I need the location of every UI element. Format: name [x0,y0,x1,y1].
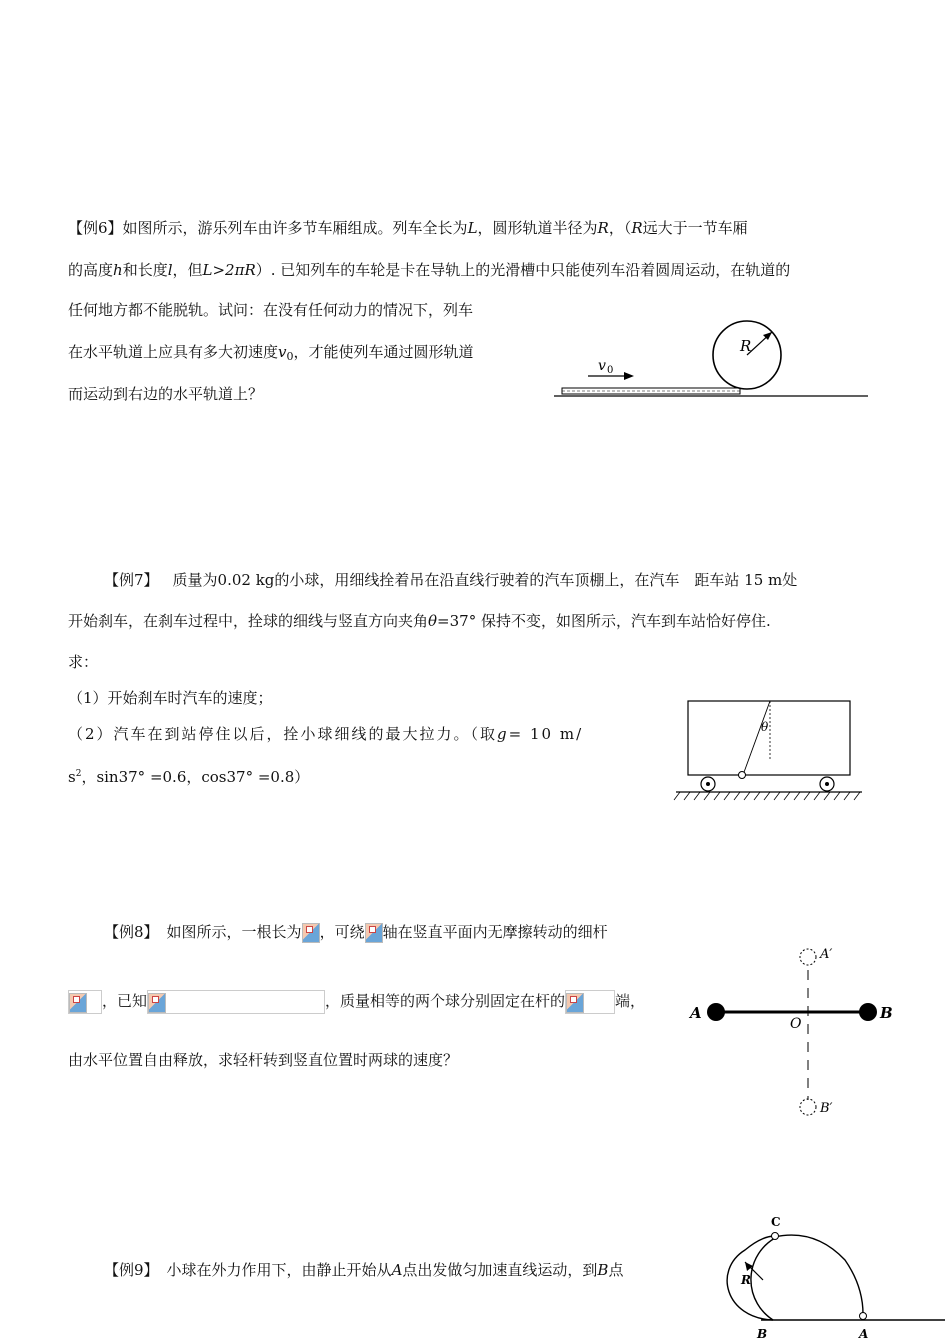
ex8-fig-label-B-prime: B′ [820,1101,833,1116]
ex8-line-2: ，已知 ，质量相等的两个球分别固定在杆的 端， [68,990,645,1014]
ex7-line-2: 开始刹车，在刹车过程中，拴球的细线与竖直方向夹角θ=37° 保持不变，如图所示，汽车到车站恰好停住. [68,612,771,630]
broken-image-placeholder [565,990,615,1014]
broken-image-icon [365,923,383,943]
ex9-line-1: 【例9】 小球在外力作用下，由静止开始从A点出发做匀加速直线运动，到B点 [104,1261,624,1279]
ex7-fig-angle-label: θ [761,720,769,734]
ex8-fig-label-O: O [790,1016,802,1032]
ex7-question-2: （2）汽车在到站停住以后，拴小球细线的最大拉力。（取g= 10 m/ [68,725,584,743]
ex8-label: 【例8】 [104,923,159,941]
ex8-fig-label-A: A [690,1004,702,1022]
ex6-label: 【例6】 [68,219,123,237]
broken-image-placeholder [68,990,102,1014]
broken-image-icon [302,923,320,943]
ex7-label: 【例7】 [104,571,159,589]
ex9-fig-label-R: R [741,1273,751,1287]
ex8-line-1: 【例8】 如图所示，一根长为 ，可绕 轴在竖直平面内无摩擦转动的细杆 [104,923,608,941]
ex6-line-4: 在水平轨道上应具有多大初速度$v_0$，才能使列车通过圆形轨道 [68,343,474,363]
broken-image-icon [69,993,87,1013]
broken-image-icon [148,993,166,1013]
ex7-question-1: （1）开始刹车时汽车的速度； [68,689,273,707]
broken-image-placeholder [147,990,325,1014]
ex6-fig-radius-label: R [740,337,752,355]
ex6-line-5: 而运动到右边的水平轨道上？ [68,385,264,403]
ex6-fig-velocity-label: v [598,358,606,374]
ex6-line-3: 任何地方都不能脱轨。试问：在没有任何动力的情况下，列车 [68,301,474,319]
ex6-figure-loop-track [550,318,880,404]
ex8-figure-rotating-rod [680,940,900,1120]
ex8-line-3: 由水平位置自由释放，求轻杆转到竖直位置时两球的速度？ [68,1051,459,1069]
ex9-label: 【例9】 [104,1261,159,1279]
ex7-line-1: 【例7】 质量为0.02 kg的小球，用细线拴着吊在沿直线行驶着的汽车顶棚上，在汽车 距车站 15 m处 [104,571,798,589]
ex9-fig-label-B: B [757,1327,768,1341]
ex6-fig-velocity-sub: 0 [607,365,614,376]
ex6-line-2: 的高度h和长度l，但L>2πR）. 已知列车的车轮是卡在导轨上的光滑槽中只能使列车沿着圆周运动，在轨道的 [68,261,791,279]
ex8-fig-label-A-prime: A′ [820,947,833,962]
ex6-line-1: 【例6】如图所示，游乐列车由许多节车厢组成。列车全长为L，圆形轨道半径为R，（R远大于一节车厢 [68,219,748,237]
ex9-fig-label-C: C [771,1215,781,1229]
ex7-line-3: 求： [68,653,99,671]
ex9-fig-label-A: A [859,1327,869,1341]
ex9-figure-track [705,1210,950,1344]
ex7-figure-car-pendulum [670,695,870,805]
ex7-question-2-cont: $s^2$，sin37° =0.6，cos37° =0.8） [68,768,310,786]
broken-image-icon [566,993,584,1013]
ex8-fig-label-B: B [880,1004,893,1022]
